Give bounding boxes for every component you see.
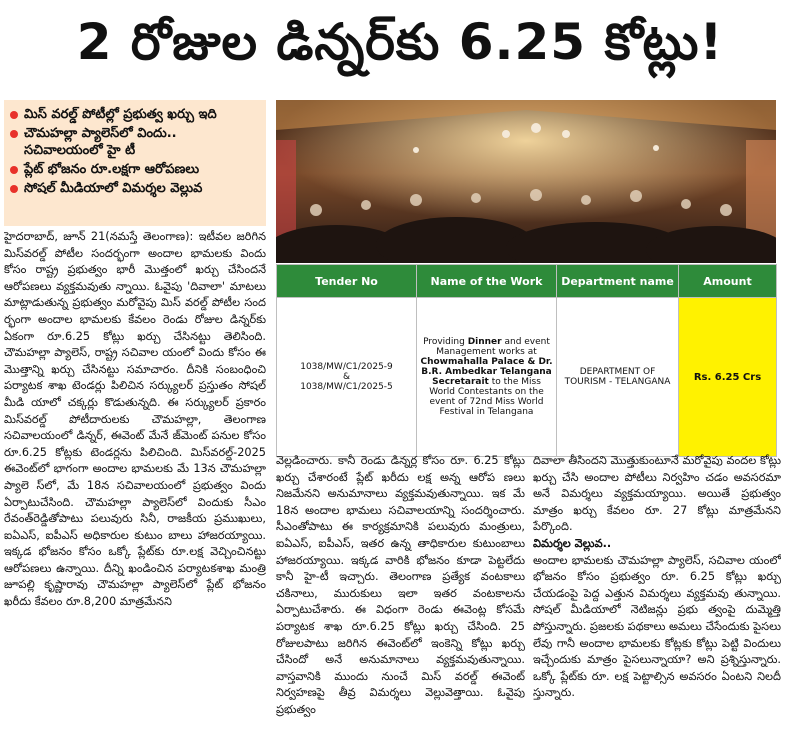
- article-column-1: హైదరాబాద్, జూన్ 21(నమస్తే తెలంగాణ): ఇటీవల జరిగిన మిస్‌వరల్డ్ పోటీల సందర్భంగా అందాల భామలకు విందు కోసం రాష్ట్ర ప్రభుత్వం భారీ మొత్తంలో ఖర్చు చేసిందనే ఆరోపణలు వ్యక్తమవుతు న్నాయి. ఓవైపు 'దివాలా' మాటలు మాట్లాడుతున్న ప్రభుత్వం మరోవైపు మిస్ వరల్డ్ పోటీల సంద ర్భంగా అందాల భామలకు కేవలం రెండు రోజుల డిన్నర్‌కు ఏకంగా రూ.6.25 కోట్లు ఖర్చు చేసినట్టు తెలిసింది. చౌమహల్లా ప్యాలెస్, రాష్ట్ర సచివాల యంలో విందు కోసం ఈ మొత్తాన్ని ఖర్చు చేసినట్టు సమాచారం. దీనికి సంబంధించి పర్యాటక శాఖ టెండర్లు పిలిచిన సర్క్యులర్ ప్రస్తుతం సోషల్ మీడి యాలో చక్కర్లు కొడుతున్నది. ఈ సర్క్యులర్ ప్రకారం మిస్‌వరల్డ్ పోటీదారులకు చౌమహల్లా, తెలంగాణ సచివాలయంలో డిన్నర్, ఈవెంట్ మేనే జ్‌మెంట్ పనుల కోసం రూ.6.25 కోట్లకు టెండర్లను పిలిచింది. మిస్‌వరల్డ్-2025 ఈవెంట్‌లో భాగంగా అందాల భామలకు మే 13న చౌమహల్లా ప్యాలె స్‌లో, మే 18న సచివాలయంలో ప్రభుత్వం విందు ఏర్పాటుచేసింది. చౌమహల్లా ప్యాలెస్‌లో విందుకు సీఎం రేవంత్‌రెడ్డితోపాటు పలువురు సినీ, రాజకీయ ప్రముఖులు, ఐఏఎస్, ఐపీఎస్ అధికారుల కుటుం బాలు హాజరయ్యాయి. ఇక్కడ భోజనం కోసం ఒక్కో ప్లేట్‌కు రూ.లక్ష వెచ్చించినట్టు ఆరోపణలు ఉన్నాయి. దీన్ని ఖండించిన పర్యాటకశాఖ మంత్రి జూపల్లి కృష్ణారావు చౌమహల్లా ప్యాలెస్‌లో ప్లేట్ భోజనం ఖరీదు కేవలం రూ.8,200 మాత్రమేనని: [4, 230, 266, 609]
- table-row: [277, 298, 777, 457]
- department-header: Department name: [557, 265, 679, 298]
- event-photo: [276, 100, 776, 263]
- bullet-dot-icon: [10, 166, 18, 174]
- tender-no-header: Tender No: [277, 265, 417, 298]
- bullet-dot-icon: [10, 130, 18, 138]
- highlight-item: మిస్ వరల్డ్ పోటీల్లో ప్రభుత్వ ఖర్చు ఇది: [10, 106, 260, 123]
- article-column-2: వెల్లడించారు. కానీ రెండు డిన్నర్ల కోసం రూ. 6.25 కోట్లు ఖర్చు చేశారంటే ప్లేట్ ఖరీదు లక్ష అన్న ఆరోప ణలు నిజమేనని అనుమానాలు వ్యక్తమవుతున్నాయి. ఇక మే 18న అందాల భామలు సచివాలయాన్ని సందర్శించారు. సీఎంతోపాటు ఈ కార్యక్రమానికి పలువురు మంత్రులు, ఐఏఎస్, ఐపీఎస్, ఇతర ఉన్న తాధికారుల కుటుంబాలు హాజరయ్యాయి. ఇక్కడ వారికి భోజనం కూడా పెట్టలేదు కానీ హై-టీ ఇచ్చారు. తెలంగాణ ప్రత్యేక వంటకాలు చకినాలు, మురుకులు ఇలా ఇతర వంటకాలను ఏర్పాటుచేశారు. ఈ విధంగా రెండు ఈవెంట్ల కోసమే పర్యాటక శాఖ రూ.6.25 కోట్లు ఖర్చు చేసింది. 25 రోజులపాటు జరిగిన ఈవెంట్‌లో ఇంకెన్ని కోట్లు ఖర్చు చేసిందో అనే అనుమానాలు వ్యక్తమవుతున్నాయి. వాస్తవానికి ముందు నుంచే మిస్ వరల్డ్ ఈవెంట్ నిర్వహణపై తీవ్ర విమర్శలు వెల్లువెత్తాయి. ఓవైపు ప్రభుత్వం: [276, 454, 525, 716]
- bullet-dot-icon: [10, 111, 18, 119]
- work-name-cell: Providing Dinner and event Management works at Chowmahalla Palace & Dr. B.R. Ambedkar Telangana Secretarait to the Miss World Contestants on the event of 72nd Miss World Festival in Telangana: [417, 298, 557, 457]
- amount-cell: Rs. 6.25 Crs: [679, 298, 777, 457]
- highlight-item: ప్లేట్ భోజనం రూ.లక్షగా ఆరోపణలు: [10, 161, 260, 178]
- article-column-3: దివాలా తీసిందని మొత్తుకుంటూనే మరోవైపు వందల కోట్లు ఖర్చు చేసి అందాల పోటీలు నిర్వహిం చడం అవసరమా అనే విమర్శలు వ్యక్తమయ్యాయి. అయితే ప్రభుత్వం మాత్రం ఖర్చు కేవలం రూ. 27 కోట్లు మాత్రమేనని పేర్కొంది. విమర్శల వెల్లువ.. అందాల భామలకు చౌమహల్లా ప్యాలెస్, సచివాల యంలో భోజనం కోసం ప్రభుత్వం రూ. 6.25 కోట్లు ఖర్చు చేయడంపై పెద్ద ఎత్తున విమర్శలు వ్యక్తమవు తున్నాయి. సోషల్ మీడియాలో నెటిజన్లు ప్రభు త్వంపై దుమ్మెత్తి పోస్తున్నారు. ప్రజలకు పథకాలు అమలు చేసేందుకు పైసలు లేవు గానీ అందాల భామలకు కోట్లకు కోట్లు పెట్టి విందులు ఇచ్చేందుకు మాత్రం పైసలున్నాయా? అని ప్రశ్నిస్తున్నారు. ఒక్కో ప్లేట్‌కు రూ. లక్ష పెట్టాల్సిన అవసరం ఏంటని నిలదీ స్తున్నారు.: [533, 454, 781, 700]
- highlight-item: చౌమహల్లా ప్యాలెస్‌లో విందు.. సచివాలయంలో హై టీ: [10, 125, 260, 159]
- department-cell: DEPARTMENT OF TOURISM - TELANGANA: [557, 298, 679, 457]
- tender-no-cell: 1038/MW/C1/2025-9 & 1038/MW/C1/2025-5: [277, 298, 417, 457]
- highlights-box: [4, 100, 266, 226]
- bullet-dot-icon: [10, 185, 18, 193]
- headline: 2 రోజుల డిన్నర్‌కు 6.25 కోట్లు!: [76, 12, 724, 71]
- amount-header: Amount: [679, 265, 777, 298]
- table-header-row: [277, 265, 777, 298]
- highlight-item: సోషల్ మీడియాలో విమర్శల వెల్లువ: [10, 180, 260, 197]
- tender-table: [276, 264, 777, 457]
- subheading: విమర్శల వెల్లువ..: [533, 536, 612, 550]
- work-name-header: Name of the Work: [417, 265, 557, 298]
